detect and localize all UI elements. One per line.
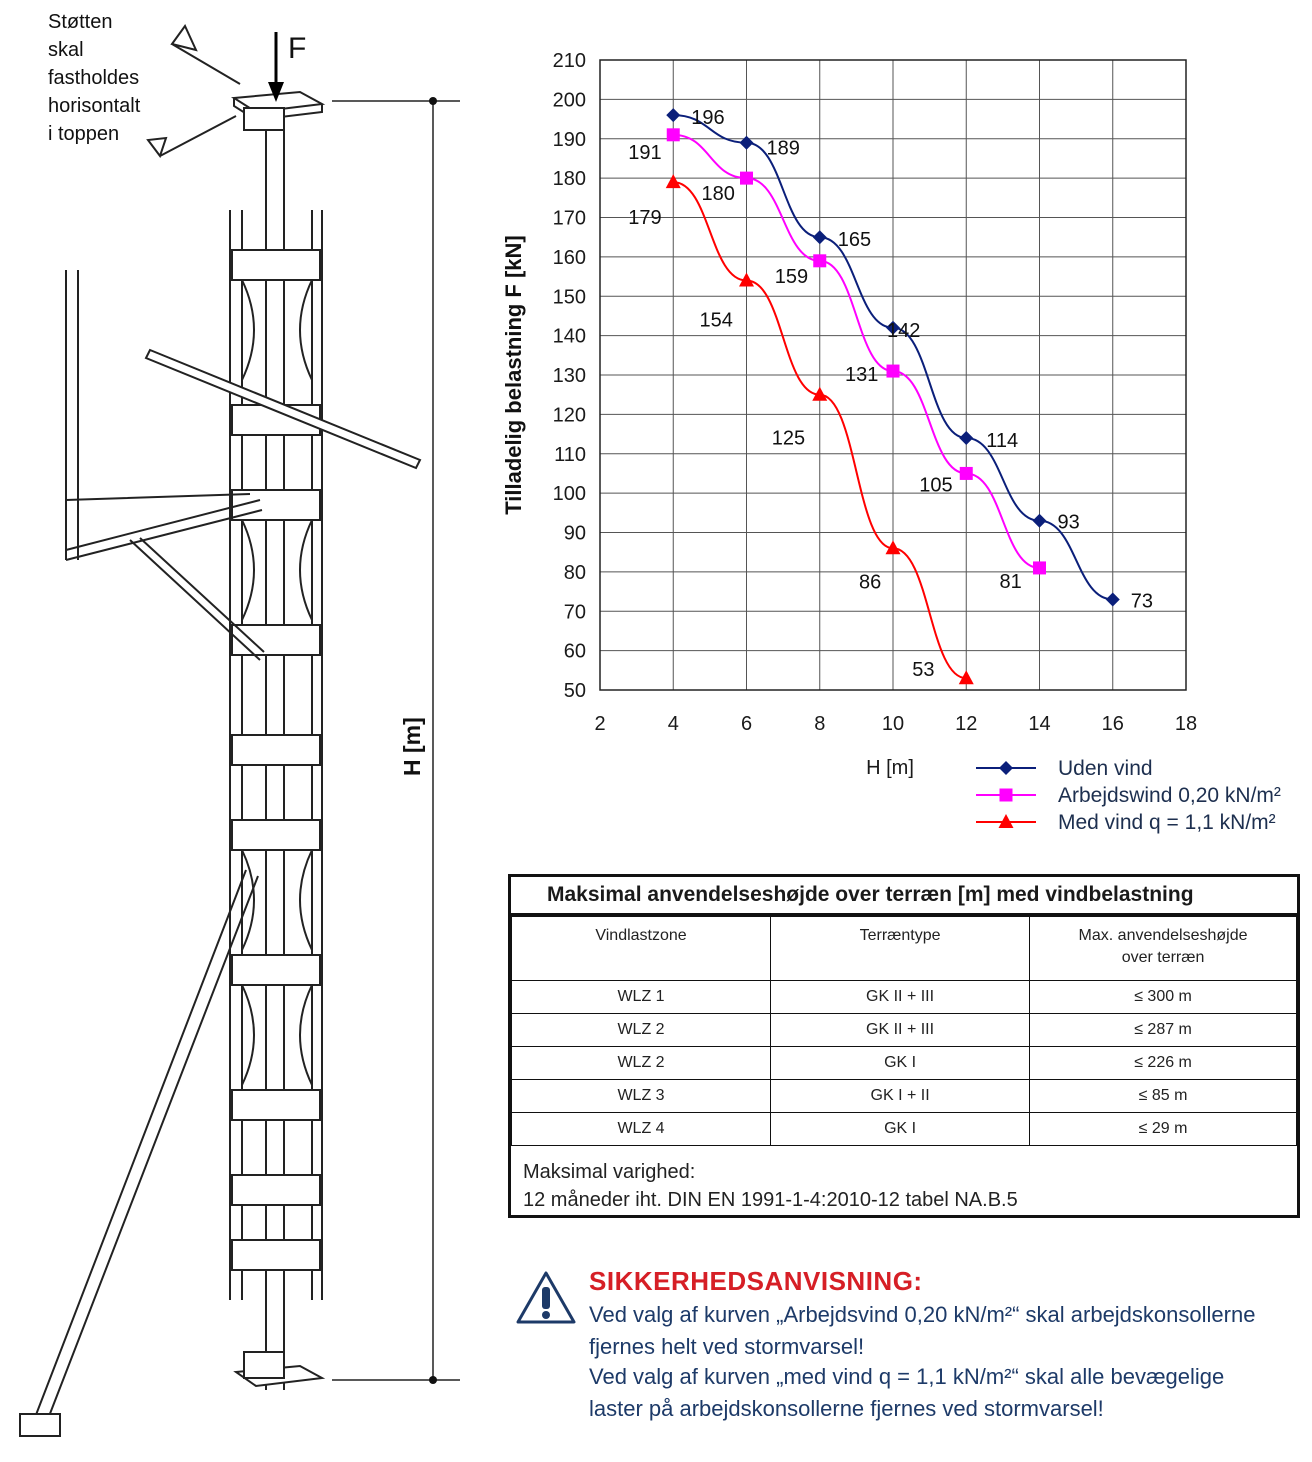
data-point [960,467,973,480]
y-tick-label: 100 [552,483,586,506]
y-tick-label: 140 [552,325,586,348]
table-header: Vindlastzone [595,927,687,944]
table-cell: WLZ 2 [512,1014,771,1047]
data-label: 159 [774,265,809,288]
y-tick-label: 110 [554,443,586,466]
data-label: 125 [771,427,806,450]
warning-line: Ved valg af kurven „med vind q = 1,1 kN/m²“ skal alle bevægelige [589,1364,1225,1389]
table-row [512,1014,1297,1047]
x-tick-label: 18 [1174,713,1198,735]
y-tick-label: 70 [563,601,586,624]
support-arrow-icon [148,116,236,156]
x-tick-label: 8 [814,713,826,735]
table-cell: WLZ 4 [512,1113,771,1146]
x-tick-label: 16 [1101,713,1124,735]
table-cell: ≤ 287 m [1030,1014,1297,1047]
x-tick-label: 2 [594,713,606,735]
table-cell: WLZ 3 [512,1080,771,1113]
note-line: horisontalt [48,95,141,117]
data-point [1033,561,1046,574]
data-point [887,365,900,378]
data-label: 131 [845,364,879,387]
table-header: Max. anvendelseshøjde [1078,927,1248,944]
y-axis-label: Tilladelig belastning F [kN] [501,235,526,515]
data-point [813,254,826,267]
data-point [667,128,680,141]
y-tick-label: 60 [563,640,586,663]
series-0 [666,107,1153,612]
data-point [666,108,680,122]
y-tick-label: 200 [552,89,586,112]
note-line: skal [48,39,84,61]
data-label: 179 [628,207,662,230]
height-dimension-label: H [m] [399,717,425,776]
data-point [1106,592,1120,606]
support-arrow-icon [172,26,240,84]
x-tick-label: 6 [740,713,753,735]
data-label: 114 [986,430,1019,452]
data-label: 196 [691,107,725,130]
table-header: Terræntype [859,927,941,944]
footer-line: 12 måneder iht. DIN EN 1991-1-4:2010-12 tabel NA.B.5 [523,1189,1018,1211]
table-row [512,1113,1297,1146]
table-header: over terræn [1121,949,1205,966]
table-cell: GK II + III [771,981,1030,1014]
y-tick-label: 80 [563,561,586,584]
table-cell: GK I + II [771,1080,1030,1113]
data-label: 73 [1130,590,1153,613]
data-label: 105 [919,474,953,497]
data-label: 191 [628,141,662,164]
data-point [1000,789,1013,802]
load-chart [480,30,1300,840]
data-label: 81 [999,570,1022,593]
legend-label: Arbejdswind 0,20 kN/m² [1058,784,1281,807]
data-point [666,174,681,188]
warning-line: fjernes helt ved stormvarsel! [589,1334,865,1359]
data-label: 189 [766,137,800,160]
data-label: 180 [701,183,735,206]
table-cell: WLZ 1 [512,981,771,1014]
table-cell: ≤ 29 m [1030,1113,1297,1146]
table-row [512,981,1297,1014]
data-point [1033,514,1047,528]
data-point [740,136,754,150]
warning-line: Ved valg af kurven „Arbejdsvind 0,20 kN/m²“ skal arbejdskonsollerne [589,1302,1256,1327]
y-tick-label: 120 [552,404,586,427]
table-cell: GK II + III [771,1014,1030,1047]
data-point [959,431,973,445]
x-tick-label: 10 [881,713,905,735]
table-cell: GK I [771,1113,1030,1146]
force-label: F [288,32,307,65]
y-tick-label: 50 [563,680,586,702]
footer-line: Maksimal varighed: [523,1161,696,1183]
table-title: Maksimal anvendelseshøjde over terræn [m] med vindbelastning [511,877,1297,916]
note-line: i toppen [48,123,120,145]
table-row [512,1080,1297,1113]
data-label: 86 [859,571,882,594]
y-tick-label: 160 [552,246,586,269]
x-tick-label: 12 [955,713,978,735]
legend-label: Uden vind [1058,757,1153,780]
table-row [512,1047,1297,1080]
y-tick-label: 210 [552,50,586,72]
data-label: 154 [699,309,733,332]
data-label: 53 [912,659,935,682]
warning-line: laster på arbejdskonsollerne fjernes ved stormvarsel! [589,1396,1104,1421]
table-cell: ≤ 85 m [1030,1080,1297,1113]
table-cell: ≤ 226 m [1030,1047,1297,1080]
y-tick-label: 170 [552,207,586,230]
y-tick-label: 190 [552,128,586,151]
data-label: 142 [887,319,921,342]
max-height-table [508,874,1300,1218]
data-label: 165 [837,229,872,252]
warning-triangle-icon [515,1270,577,1326]
series-1 [628,128,1046,593]
shoring-tower-drawing [0,0,480,1462]
chart-legend [976,757,1281,834]
legend-label: Med vind q = 1,1 kN/m² [1058,811,1276,834]
x-tick-label: 4 [667,713,679,735]
data-label: 93 [1057,511,1080,534]
y-tick-label: 180 [552,168,586,191]
table-cell: ≤ 300 m [1030,981,1297,1014]
y-tick-label: 130 [552,365,586,387]
warning-title: SIKKERHEDSANVISNING: [589,1266,923,1296]
note-line: Støtten [48,11,113,33]
y-tick-label: 90 [563,522,586,545]
table-cell: GK I [771,1047,1030,1080]
data-point [740,172,753,185]
chart-series [628,107,1153,684]
data-point [813,230,827,244]
note-line: fastholdes [48,67,140,89]
x-tick-label: 14 [1028,713,1051,735]
data-point [999,761,1013,775]
table-cell: WLZ 2 [512,1047,771,1080]
table-footer [511,1146,1297,1214]
y-tick-label: 150 [552,286,586,309]
x-axis-label: H [m] [866,757,914,779]
